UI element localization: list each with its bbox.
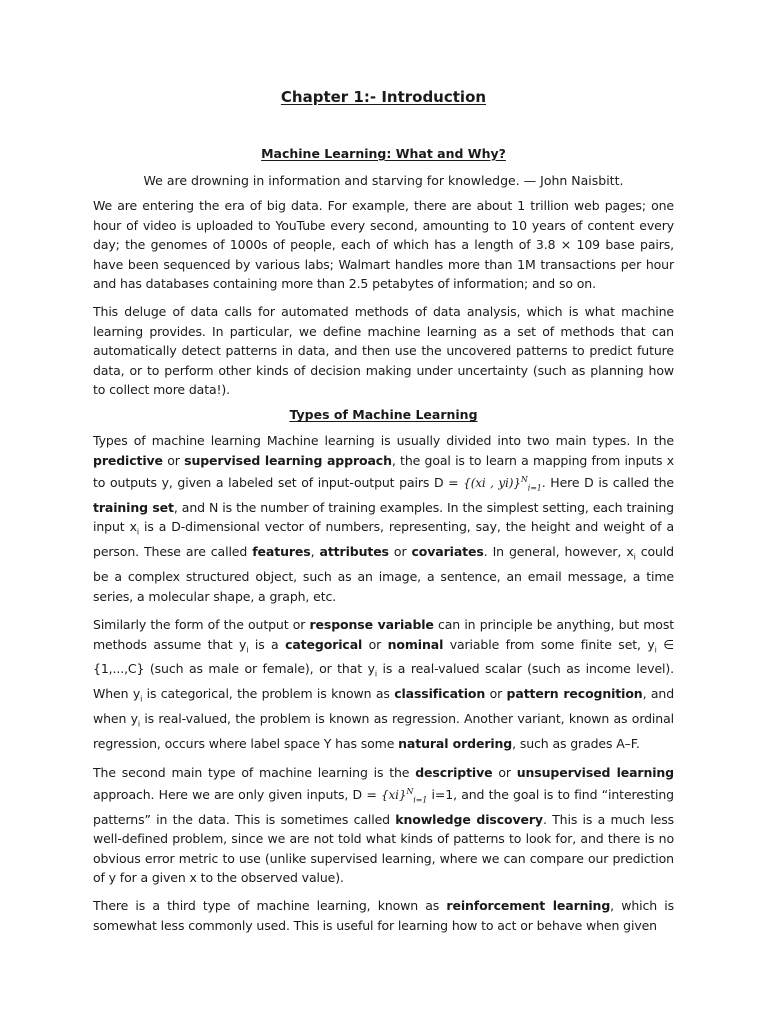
term-nominal: nominal bbox=[387, 636, 444, 652]
paragraph-response-variable: Similarly the form of the output or response variable can in principle be anything, but most methods assume that $y_i$ is a categorical or nominal variable from some finite set, $y_i$ ∈ {1,...,C} (such as male or female), or that $y_i$ is a real-valued scalar (such as income level). When $y_i$ is categorical, the problem is known as classification or pattern recognition, and when $y_i$ is real-valued, the problem is known as regression. Another variant, known as ordinal regression, occurs where label space Y has some natural ordering, such as grades A–F. bbox=[93, 617, 675, 752]
term-descriptive: descriptive bbox=[415, 764, 493, 780]
paragraph-automated-methods: This deluge of data calls for automated methods of data analysis, which is what machine learning provides. In particular, we define machine learning as a set of methods that can automatically detect patterns in data, and then use the uncovered patterns to predict future data, or to perform other kinds of decision making under uncertainty (such as planning how to collect more data!). bbox=[93, 304, 674, 398]
term-unsupervised-learning: unsupervised learning bbox=[516, 764, 674, 780]
term-predictive: predictive bbox=[93, 452, 163, 468]
term-reinforcement-learning: reinforcement learning bbox=[446, 898, 611, 914]
paragraph-big-data: We are entering the era of big data. For example, there are about 1 trillion web pages; one hour of video is uploaded to YouTube every second, amounting to 10 years of content every day; the genomes of 1000s of people, each of which has a length of 3.8 × 109 base pairs, have been sequenced by various labs; Walmart handles more than 1M transactions per hour and has databases containing more than 2.5 petabytes of information; and so on. bbox=[93, 198, 674, 292]
training-set-formula: {(xi , yi)}$^N_{i=1}$ bbox=[463, 475, 542, 493]
term-knowledge-discovery: knowledge discovery bbox=[395, 811, 543, 827]
paragraph-unsupervised-learning: The second main type of machine learning is the descriptive or unsupervised learning approach. Here we are only given inputs, D = {xi}$^N_{i=1}$ i=1, and the goal is to find “interesting patterns” in the data. This is sometimes called knowledge discovery. This is a much less well-defined problem, since we are not told what kinds of patterns to look for, and there is no obvious error metric to use (unlike supervised learning, where we can compare our prediction of y for a given x to the observed value). bbox=[93, 764, 674, 885]
chapter-title: Chapter 1:- Introduction bbox=[280, 88, 487, 106]
term-supervised-learning: supervised learning approach bbox=[184, 452, 392, 468]
types-heading: Types of Machine Learning bbox=[289, 407, 478, 423]
term-classification: classification bbox=[394, 686, 486, 702]
input-set-formula: {xi}$^N_{i=1}$ bbox=[380, 786, 428, 805]
section-title: Machine Learning: What and Why? bbox=[261, 146, 506, 161]
term-natural-ordering: natural ordering bbox=[398, 736, 513, 752]
epigraph-quote: We are drowning in information and starving for knowledge. — John Naisbitt. bbox=[143, 173, 624, 188]
paragraph-supervised-learning: Types of machine learning Machine learning is usually divided into two main types. In the predictive or supervised learning approach, the goal is to learn a mapping from inputs x to outputs y, given a labeled set of input-output pairs D = {(xi , yi)}$^N_{i=1}$. Here D is called the training set, and N is the number of training examples. In the simplest setting, each training input $x_i$ is a D-dimensional vector of numbers, representing, say, the height and weight of a person. These are called features, attributes or covariates. In general, however, $x_i$ could be a complex structured object, such as an image, a sentence, an email message, a time series, a molecular shape, a graph, etc. bbox=[93, 433, 675, 604]
term-attributes: attributes bbox=[319, 544, 389, 560]
paragraph-reinforcement-learning: There is a third type of machine learning, known as reinforcement learning, which is somewhat less commonly used. This is useful for learning how to act or behave when given bbox=[93, 898, 674, 933]
term-covariates: covariates bbox=[411, 544, 484, 560]
term-training-set: training set bbox=[93, 500, 174, 516]
term-pattern-recognition: pattern recognition bbox=[506, 686, 643, 702]
term-features: features bbox=[252, 544, 311, 560]
term-categorical: categorical bbox=[285, 636, 363, 652]
term-response-variable: response variable bbox=[309, 617, 434, 633]
